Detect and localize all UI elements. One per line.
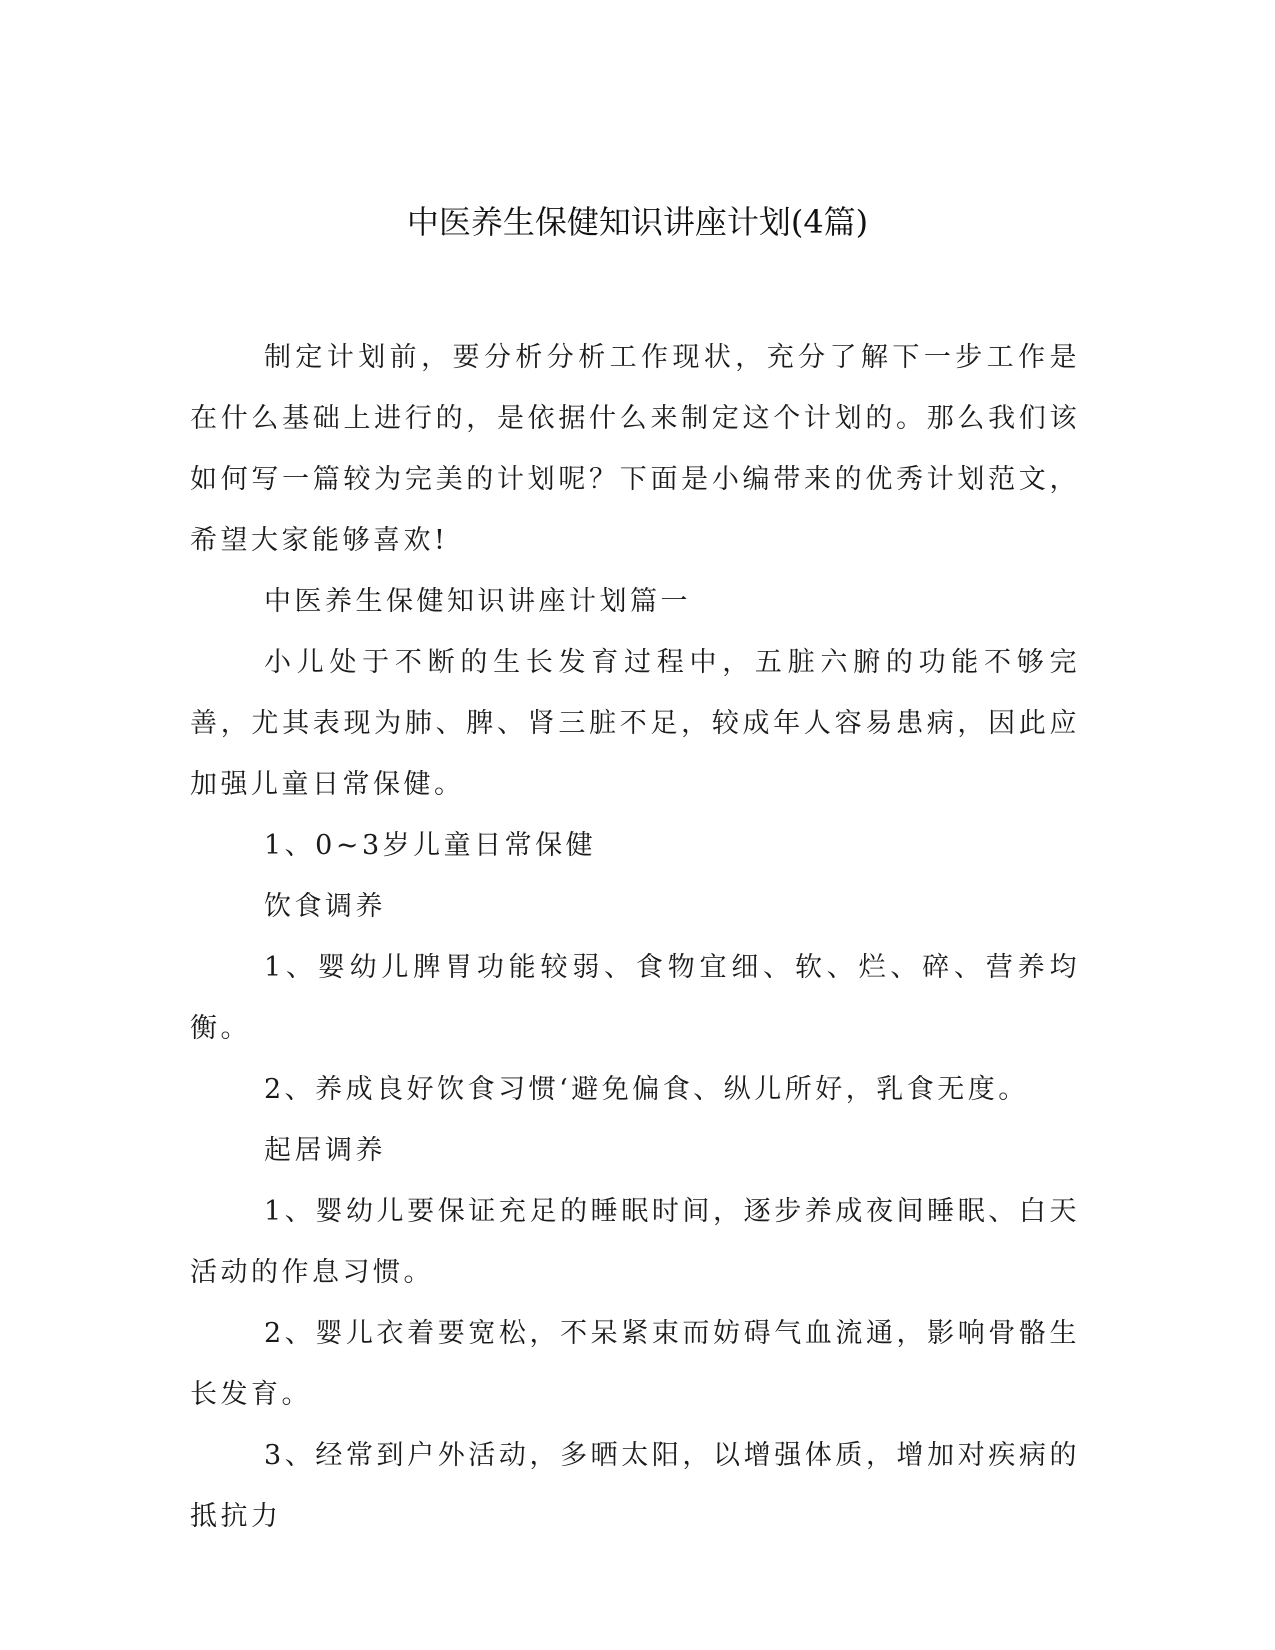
topic-heading: 饮食调养 <box>264 891 386 922</box>
list-item: 1、婴幼儿脾胃功能较弱、食物宜细、软、烂、碎、营养均衡。 <box>190 952 1080 1044</box>
document-title: 中医养生保健知识讲座计划(4篇) <box>406 203 869 241</box>
list-item: 2、养成良好饮食习惯‘避免偏食、纵儿所好，乳食无度。 <box>264 1074 1029 1105</box>
list-item: 1、婴幼儿要保证充足的睡眠时间，逐步养成夜间睡眠、白天活动的作息习惯。 <box>190 1196 1080 1288</box>
section-heading: 中医养生保健知识讲座计划篇一 <box>264 586 691 617</box>
subsection-heading: 1、0~3岁儿童日常保健 <box>264 830 597 861</box>
document-body <box>190 327 1080 1547</box>
topic-heading: 起居调养 <box>264 1135 386 1166</box>
body-paragraph: 小儿处于不断的生长发育过程中，五脏六腑的功能不够完善，尤其表现为肺、脾、肾三脏不足，较成年人容易患病，因此应加强儿童日常保健。 <box>190 647 1080 800</box>
list-item: 2、婴儿衣着要宽松，不呆紧束而妨碍气血流通，影响骨骼生长发育。 <box>190 1318 1080 1410</box>
list-item: 3、经常到户外活动，多晒太阳，以增强体质，增加对疾病的抵抗力 <box>190 1440 1080 1532</box>
intro-paragraph: 制定计划前，要分析分析工作现状，充分了解下一步工作是在什么基础上进行的，是依据什么来制定这个计划的。那么我们该如何写一篇较为完美的计划呢？下面是小编带来的优秀计划范文，希望大家能够喜欢! <box>190 342 1080 556</box>
